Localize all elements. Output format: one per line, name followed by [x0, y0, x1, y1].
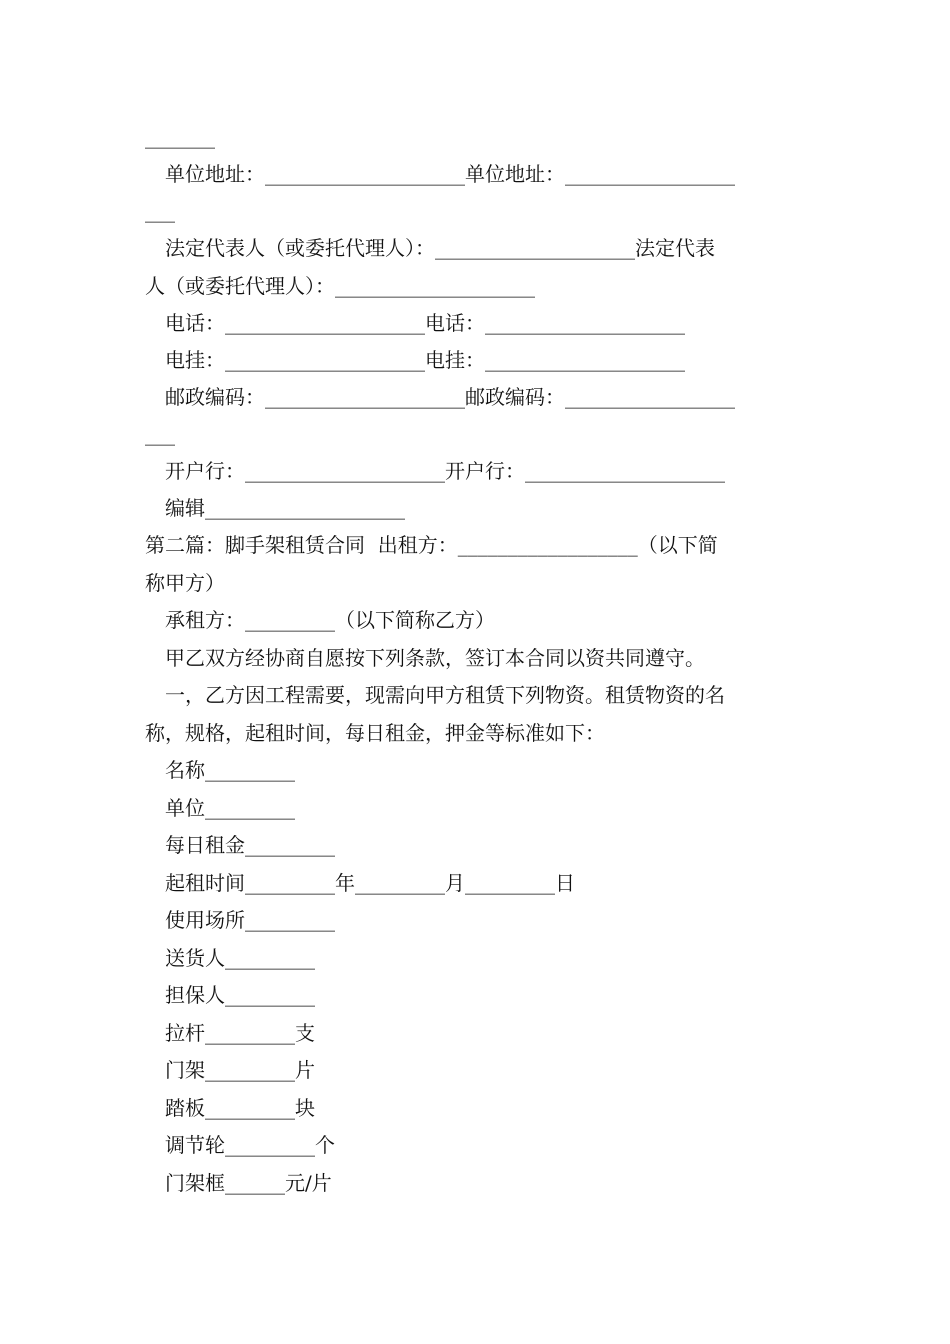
field-adjusting-wheel: 调节轮_________个 — [165, 1133, 335, 1157]
field-door-frame-price: 门架框______元/片 — [165, 1170, 332, 1195]
legal-representative-line-continuation: 人（或委托代理人）：____________________ — [145, 273, 535, 298]
postal-code-line: 邮政编码：____________________邮政编码：_________________ — [165, 385, 735, 409]
field-daily-rent: 每日租金_________ — [165, 833, 335, 857]
field-guarantor: 担保人_________ — [165, 983, 315, 1007]
field-pedal: 踏板_________块 — [165, 1095, 315, 1120]
field-door-frame: 门架_________片 — [165, 1058, 315, 1082]
field-usage-location: 使用场所_________ — [165, 908, 335, 932]
unit-address-line: 单位地址：____________________单位地址：_________________ — [165, 162, 735, 186]
field-start-date: 起租时间_________年_________月_________日 — [165, 870, 575, 895]
blank-line: _______ — [145, 125, 215, 149]
second-article-heading: 第二篇：脚手架租赁合同 出租方：__________________（以下简 — [145, 533, 718, 557]
legal-representative-line: 法定代表人（或委托代理人）：____________________法定代表 — [165, 236, 715, 260]
phone-line: 电话：____________________电话：____________________ — [165, 311, 685, 335]
bank-line: 开户行：____________________开户行：____________________ — [165, 459, 725, 483]
clause-one-paragraph: 一，乙方因工程需要，现需向甲方租赁下列物资。租赁物资的名 — [165, 683, 725, 707]
blank-line-continuation: ___ — [145, 422, 175, 446]
field-tie-rod: 拉杆_________支 — [165, 1020, 315, 1045]
clause-one-continuation: 称，规格，起租时间，每日租金，押金等标准如下： — [145, 720, 605, 745]
field-deliverer: 送货人_________ — [165, 945, 315, 970]
document-page — [145, 119, 810, 1202]
blank-line-continuation: ___ — [145, 199, 175, 223]
editor-line: 编辑____________________ — [165, 496, 405, 520]
agreement-paragraph: 甲乙双方经协商自愿按下列条款，签订本合同以资共同遵守。 — [165, 645, 705, 670]
telegraph-line: 电挂：____________________电挂：____________________ — [165, 348, 685, 372]
lessee-line: 承租方：_________（以下简称乙方） — [165, 608, 495, 632]
second-article-heading-continuation: 称甲方） — [145, 570, 225, 595]
field-name: 名称_________ — [165, 758, 295, 782]
field-unit: 单位_________ — [165, 795, 295, 820]
